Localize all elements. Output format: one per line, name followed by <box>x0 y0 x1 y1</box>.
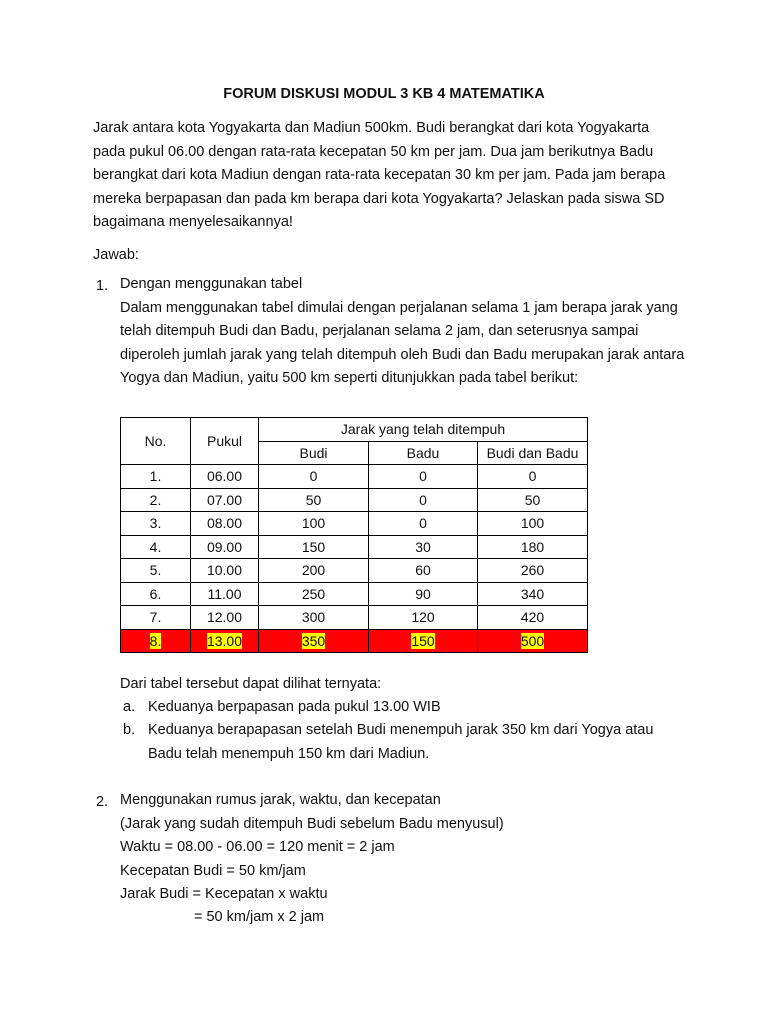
method2-line: Kecepatan Budi = 50 km/jam <box>120 862 306 879</box>
cell-budi: 100 <box>259 512 369 536</box>
conclusion-b-line: Keduanya berapapasan setelah Budi menempuh jarak 350 km dari Yogya atau <box>148 722 654 738</box>
cell-budi: 0 <box>259 465 369 489</box>
table-row-highlighted <box>121 629 588 653</box>
cell-badu: 0 <box>369 488 478 512</box>
cell-badu: 90 <box>369 582 478 606</box>
cell-no: 7. <box>121 606 191 630</box>
method1-block <box>120 273 684 391</box>
cell-badu: 30 <box>369 535 478 559</box>
cell-no: 5. <box>121 559 191 583</box>
method2-block <box>120 789 504 907</box>
cell-budi-text: 350 <box>301 632 326 649</box>
cell-pukul: 06.00 <box>191 465 259 489</box>
method2-line: Waktu = 08.00 - 06.00 = 120 menit = 2 jam <box>120 839 395 855</box>
distance-table <box>120 417 588 653</box>
header-pukul: Pukul <box>191 418 259 465</box>
cell-pukul <box>191 629 259 653</box>
cell-no: 4. <box>121 535 191 559</box>
table-row <box>121 512 588 536</box>
conclusion-b-line: Badu telah menempuh 150 km dari Madiun. <box>148 745 430 762</box>
table-row <box>121 606 588 630</box>
cell-pukul-text: 13.00 <box>206 632 243 649</box>
method1-heading: Dengan menggunakan tabel <box>120 276 303 292</box>
cell-pukul: 07.00 <box>191 488 259 512</box>
question-line: mereka berpapasan dan pada km berapa dari kota Yogyakarta? Jelaskan pada siswa SD <box>93 190 665 207</box>
method2-heading: Menggunakan rumus jarak, waktu, dan kecepatan <box>120 792 441 808</box>
cell-pukul: 11.00 <box>191 582 259 606</box>
cell-total <box>478 629 588 653</box>
header-no: No. <box>121 418 191 465</box>
header-total: Budi dan Badu <box>478 441 588 465</box>
cell-pukul: 09.00 <box>191 535 259 559</box>
document-title: FORUM DISKUSI MODUL 3 KB 4 MATEMATIKA <box>223 86 545 102</box>
cell-no: 2. <box>121 488 191 512</box>
conclusion-b-label: b. <box>123 722 136 738</box>
cell-budi: 250 <box>259 582 369 606</box>
cell-no: 1. <box>121 465 191 489</box>
method1-line: Dalam menggunakan tabel dimulai dengan perjalanan selama 1 jam berapa jarak yang <box>120 299 678 316</box>
conclusion-b-block <box>148 719 653 766</box>
header-badu: Badu <box>369 441 478 465</box>
cell-no-text: 8. <box>149 632 162 649</box>
method1-line: diperoleh jumlah jarak yang telah ditempuh oleh Budi dan Badu merupakan jarak antara <box>120 346 685 363</box>
cell-budi <box>259 629 369 653</box>
table-row <box>121 465 588 489</box>
cell-total: 180 <box>478 535 588 559</box>
question-line: pada pukul 06.00 dengan rata-rata kecepatan 50 km per jam. Dua jam berikutnya Badu <box>93 143 654 160</box>
cell-no <box>121 629 191 653</box>
cell-badu-text: 150 <box>411 632 435 649</box>
cell-total: 100 <box>478 512 588 536</box>
method1-line: telah ditempuh Budi dan Badu, perjalanan selama 2 jam, dan seterusnya sampai <box>120 323 639 339</box>
header-group: Jarak yang telah ditempuh <box>259 418 588 442</box>
method2-number: 2. <box>96 794 109 810</box>
cell-pukul: 10.00 <box>191 559 259 583</box>
table-row <box>121 559 588 583</box>
conclusion-intro: Dari tabel tersebut dapat dilihat ternyata: <box>120 676 382 692</box>
method2-line: Jarak Budi = Kecepatan x waktu <box>120 886 328 902</box>
answer-label: Jawab: <box>93 247 139 263</box>
conclusion-a-text: Keduanya berpapasan pada pukul 13.00 WIB <box>148 699 441 715</box>
cell-no: 6. <box>121 582 191 606</box>
cell-budi: 50 <box>259 488 369 512</box>
cell-badu: 0 <box>369 512 478 536</box>
method1-number: 1. <box>96 278 109 294</box>
cell-budi: 300 <box>259 606 369 630</box>
cell-total: 0 <box>478 465 588 489</box>
cell-badu: 60 <box>369 559 478 583</box>
conclusion-a-label: a. <box>123 699 136 715</box>
cell-total: 50 <box>478 488 588 512</box>
cell-budi: 150 <box>259 535 369 559</box>
method1-line: Yogya dan Madiun, yaitu 500 km seperti ditunjukkan pada tabel berikut: <box>120 370 579 386</box>
question-line: bagaimana menyelesaikannya! <box>93 214 293 230</box>
method2-line: (Jarak yang sudah ditempuh Budi sebelum Badu menyusul) <box>120 815 504 832</box>
table-row <box>121 582 588 606</box>
cell-badu: 0 <box>369 465 478 489</box>
cell-badu <box>369 629 478 653</box>
question-line: Jarak antara kota Yogyakarta dan Madiun 500km. Budi berangkat dari kota Yogyakarta <box>93 120 650 136</box>
cell-pukul: 08.00 <box>191 512 259 536</box>
cell-no: 3. <box>121 512 191 536</box>
table-header-row <box>121 418 588 442</box>
cell-total: 260 <box>478 559 588 583</box>
cell-total: 340 <box>478 582 588 606</box>
method2-last-line: = 50 km/jam x 2 jam <box>194 909 325 925</box>
question-paragraph <box>93 117 693 235</box>
table-row <box>121 535 588 559</box>
cell-total: 420 <box>478 606 588 630</box>
cell-total-text: 500 <box>520 632 545 649</box>
table-row <box>121 488 588 512</box>
cell-budi: 200 <box>259 559 369 583</box>
question-line: berangkat dari kota Madiun dengan rata-rata kecepatan 30 km per jam. Pada jam berapa <box>93 167 666 183</box>
header-budi: Budi <box>259 441 369 465</box>
cell-pukul: 12.00 <box>191 606 259 630</box>
cell-badu: 120 <box>369 606 478 630</box>
